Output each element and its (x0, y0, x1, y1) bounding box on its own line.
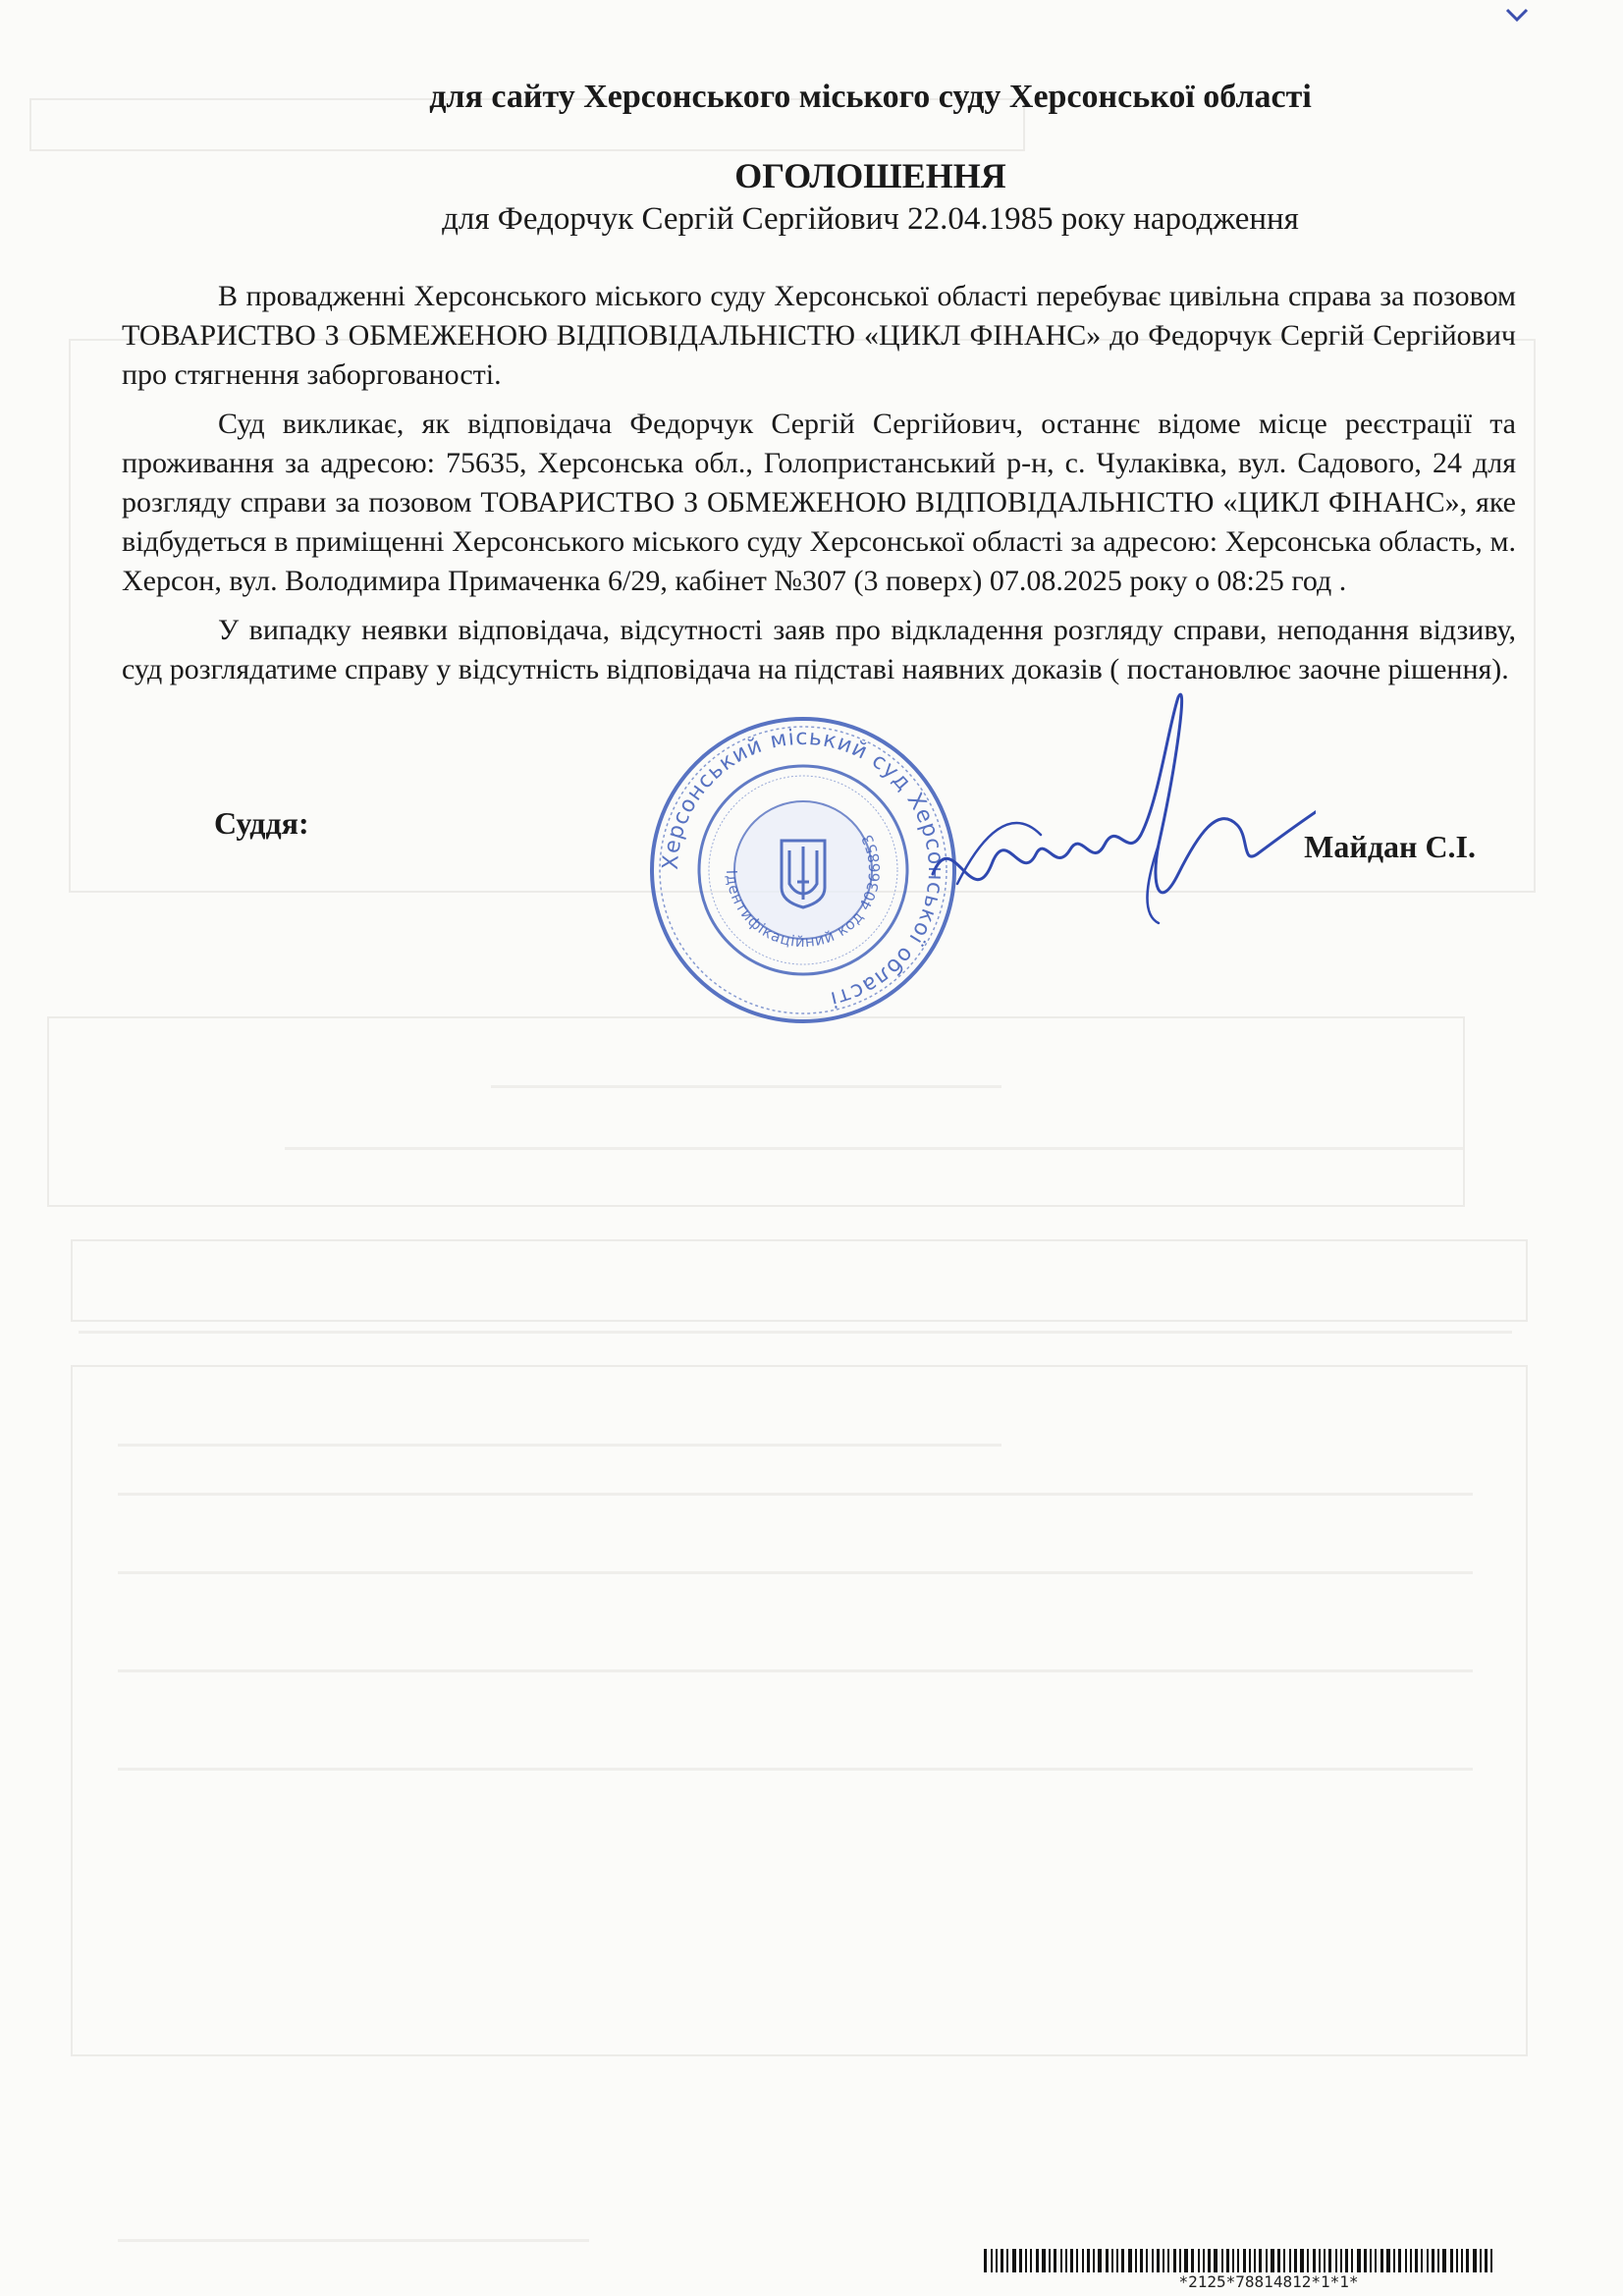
barcode-bar (1328, 2249, 1331, 2272)
barcode-bar (1375, 2249, 1377, 2272)
barcode-bar (996, 2249, 998, 2272)
barcode-bar (1076, 2249, 1078, 2272)
barcode-bar (1351, 2249, 1353, 2272)
barcode-bar (1480, 2249, 1482, 2272)
barcode-bar (1019, 2249, 1022, 2272)
barcode-bar (1173, 2249, 1176, 2272)
showthrough-frame (71, 1239, 1528, 1322)
barcode-bar (1042, 2249, 1046, 2272)
showthrough-line (79, 1331, 1512, 1334)
barcode-bar (1106, 2249, 1109, 2272)
barcode-bar (1232, 2249, 1234, 2272)
judge-label: Суддя: (214, 805, 309, 841)
barcode-bar (1259, 2249, 1262, 2272)
showthrough-line (118, 2239, 589, 2242)
barcode-bar (1226, 2249, 1229, 2272)
barcode-bar (1111, 2249, 1113, 2272)
barcode-bar (1214, 2249, 1217, 2272)
site-header-line: для сайту Херсонського міського суду Херсонської області (429, 79, 1312, 115)
judge-signature (864, 687, 1316, 953)
notice-body (122, 277, 1516, 699)
barcode-bar (1432, 2249, 1434, 2272)
barcode-bar (1393, 2249, 1395, 2272)
svg-text:Херсонський міський суд Херсон: Херсонський міський суд Херсонської області (658, 725, 948, 1011)
barcode-bar (1466, 2249, 1469, 2272)
barcode-bar (1405, 2249, 1407, 2272)
barcode-bar (1456, 2249, 1458, 2272)
barcode-bar (1163, 2249, 1164, 2272)
barcode-bar (1237, 2249, 1239, 2272)
showthrough-frame (47, 1016, 1465, 1207)
barcode-bar (1380, 2249, 1383, 2272)
barcode-bar (1179, 2249, 1181, 2272)
barcode-bar (1313, 2249, 1316, 2272)
notice-title: ОГОЛОШЕННЯ (734, 156, 1006, 195)
barcode-bar (1485, 2249, 1488, 2272)
barcode-bar (1300, 2249, 1304, 2272)
barcode-bar (1184, 2249, 1188, 2272)
barcode-bar (1277, 2249, 1280, 2272)
barcode-bar (1098, 2249, 1102, 2272)
barcode-bar (1271, 2249, 1274, 2272)
barcode-bar (1473, 2249, 1477, 2272)
barcode-bar (1437, 2249, 1439, 2272)
barcode-bar (1157, 2249, 1160, 2272)
showthrough-line (118, 1768, 1473, 1771)
barcode-bar (1012, 2249, 1016, 2272)
barcode-bar (1036, 2249, 1039, 2272)
barcode-bar (1345, 2249, 1348, 2272)
barcode-bar (1006, 2249, 1008, 2272)
document-barcode (984, 2249, 1494, 2272)
barcode-bar (1386, 2249, 1390, 2272)
barcode-bar (1415, 2249, 1418, 2272)
showthrough-line (118, 1444, 1001, 1447)
barcode-bar (1364, 2249, 1367, 2272)
barcode-bar (1324, 2249, 1325, 2272)
barcode-bar (1001, 2249, 1003, 2272)
barcode-bar (1442, 2249, 1446, 2272)
barcode-bar (1054, 2249, 1056, 2272)
barcode-bar (1335, 2249, 1337, 2272)
barcode-bar (1060, 2249, 1062, 2272)
showthrough-line (491, 1085, 1001, 1088)
barcode-bar (1398, 2249, 1401, 2272)
barcode-bar (1254, 2249, 1256, 2272)
barcode-bar (1203, 2249, 1205, 2272)
barcode-bar (1357, 2249, 1361, 2272)
showthrough-line (118, 1571, 1473, 1574)
barcode-bar (1146, 2249, 1148, 2272)
barcode-bar (1490, 2249, 1492, 2272)
barcode-bar (1450, 2249, 1453, 2272)
barcode-bar (1249, 2249, 1251, 2272)
barcode-bar (1266, 2249, 1268, 2272)
showthrough-line (118, 1493, 1473, 1496)
barcode-bar (1049, 2249, 1051, 2272)
barcode-bar (1128, 2249, 1132, 2272)
barcode-bar (1243, 2249, 1246, 2272)
barcode-bar (1140, 2249, 1143, 2272)
showthrough-line (118, 1669, 1473, 1672)
barcode-bar (1116, 2249, 1118, 2272)
barcode-bar (1307, 2249, 1309, 2272)
barcode-bar (1294, 2249, 1297, 2272)
barcode-bar (1030, 2249, 1032, 2272)
barcode-bar (1082, 2249, 1084, 2272)
barcode-bar (1410, 2249, 1412, 2272)
notice-subtitle: для Федорчук Сергій Сергійович 22.04.1985 року народження (442, 201, 1299, 237)
barcode-bar (1070, 2249, 1073, 2272)
judge-name: Майдан С.І. (1304, 829, 1476, 864)
barcode-bar (1087, 2249, 1090, 2272)
barcode-bar (984, 2249, 987, 2272)
barcode-bar (1198, 2249, 1200, 2272)
showthrough-frame (71, 1365, 1528, 2056)
barcode-bar (1461, 2249, 1463, 2272)
barcode-bar (1289, 2249, 1291, 2272)
barcode-bar (1065, 2249, 1067, 2272)
barcode-bar (1093, 2249, 1095, 2272)
barcode-bar (1152, 2249, 1154, 2272)
barcode-bar (1208, 2249, 1211, 2272)
corner-mark-icon (1505, 8, 1529, 22)
svg-text:Ідентифікаційний код 40366853: Ідентифікаційний код 40366853 (722, 830, 885, 952)
barcode-bar (1191, 2249, 1194, 2272)
barcode-bar (1427, 2249, 1429, 2272)
paragraph-consequences: У випадку неявки відповідача, відсутності заяв про відкладення розгляду справи, неподання відзиву, суд розглядатиме справу у відсутність відповідача на підставі наявних доказів ( постановлює заочне рішення). (122, 614, 1516, 685)
barcode-bar (1340, 2249, 1342, 2272)
barcode-bar (1283, 2249, 1285, 2272)
paragraph-summons: Суд викликає, як відповідача Федорчук Сергій Сергійович, останнє відоме місце реєстрації та проживання за адресою: 75635, Херсонська обл., Голопристанський р-н, с. Чулаківка, вул. Садового, 24 для розгляду справи за позовом ТОВАРИСТВО З ОБМЕЖЕНОЮ ВІДПОВІДАЛЬНІСТЮ «ЦИКЛ ФІНАНС», яке відбудеться в приміщенні Херсонського міського суду Херсонської області за адресою: Херсонська область, м. Херсон, вул. Володимира Примаченка 6/29, кабінет №307 (3 поверх) 07.08.2025 року о 08:25 год . (122, 408, 1516, 597)
barcode-number: *2125*78814812*1*1* (1178, 2272, 1359, 2291)
barcode-bar (1135, 2249, 1137, 2272)
barcode-bar (1025, 2249, 1027, 2272)
paragraph-case: В провадженні Херсонського міського суду Херсонської області перебуває цивільна справа за позовом ТОВАРИСТВО З ОБМЕЖЕНОЮ ВІДПОВІДАЛЬНІСТЮ «ЦИКЛ ФІНАНС» до Федорчук Сергій Сергійович про стягнення заборгованості. (122, 280, 1516, 391)
barcode-bar (991, 2249, 993, 2272)
barcode-bar (1370, 2249, 1372, 2272)
barcode-bar (1121, 2249, 1124, 2272)
barcode-bar (1221, 2249, 1223, 2272)
showthrough-line (285, 1147, 1463, 1150)
barcode-bar (1319, 2249, 1321, 2272)
barcode-bar (1167, 2249, 1169, 2272)
barcode-bar (1421, 2249, 1423, 2272)
